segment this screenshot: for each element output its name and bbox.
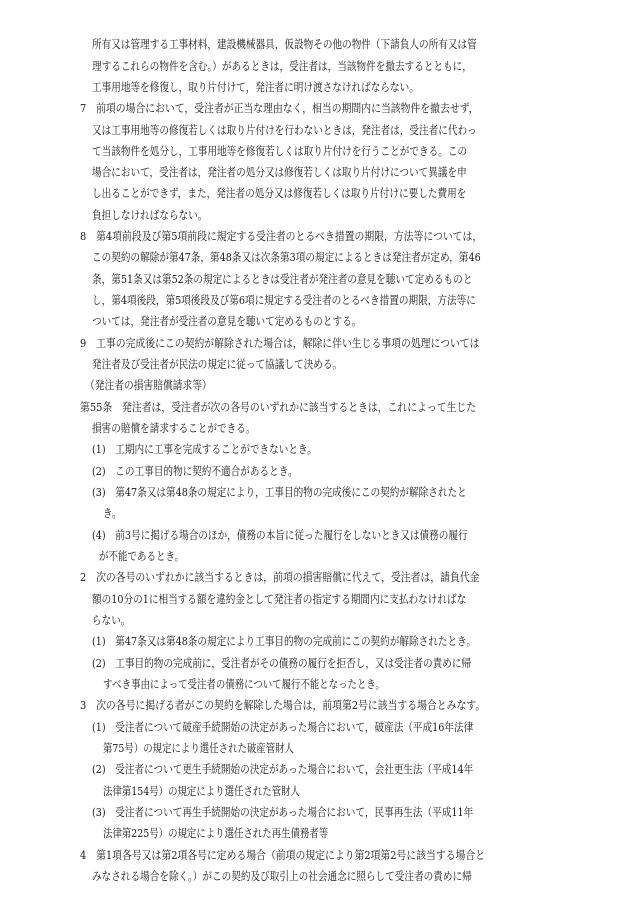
list-item: (2) 受注者について更生手続開始の決定があった場合において，会社更生法（平成14年	[92, 762, 474, 776]
list-item: (4) 前3号に掲げる場合のほか，債務の本旨に従った履行をしないとき又は債務の履行	[92, 528, 468, 542]
text-line: みなされる場合を除く。）がこの契約及び取引上の社会通念に照らして受注者の責めに帰	[92, 869, 472, 883]
list-item: (1) 工期内に工事を完成することができないとき。	[92, 442, 317, 456]
text-line: て当該物件を処分し，工事用地等を修復若しくは取り片付けを行うことができる。この	[92, 144, 468, 158]
paragraph-4-start: 4 第1項各号又は第2項各号に定める場合（前項の規定により第2項第2号に該当する場合と	[80, 848, 486, 862]
text-line: し，第4項後段，第5項後段及び第6項に規定する受注者のとるべき措置の期限，方法等に	[92, 293, 476, 307]
text-line: 工事用地等を修復し，取り片付けて，発注者に明け渡さなければならない。	[92, 80, 419, 94]
text-line: この契約の解除が第47条，第48条又は次条第3項の規定によるときは発注者が定め，第46	[92, 250, 481, 264]
text-line: 場合において，受注者は，発注者の処分又は修復若しくは取り片付けについて異議を申	[92, 165, 467, 179]
paragraph-2-start: 2 次の各号のいずれかに該当するときは，前項の損害賠償に代えて，受注者は，請負代金	[80, 570, 480, 584]
text-line: ついては，発注者が受注者の意見を聴いて定めるものとする。	[92, 314, 362, 328]
text-line: 条，第51条又は第52条の規定によるときは受注者が発注者の意見を聴いて定めるものと	[92, 272, 473, 286]
article-caption: （発注者の損害賠償請求等）	[85, 378, 212, 392]
text-line: 所有又は管理する工事材料，建設機械器具，仮設物その他の物件（下請負人の所有又は管	[92, 37, 477, 51]
list-item: (3) 受注者について再生手続開始の決定があった場合において，民事再生法（平成11年	[92, 805, 474, 819]
text-line: すべき事由によって受注者の債務について履行不能となったとき。	[103, 677, 385, 691]
paragraph-7-start: 7 前項の場合において，受注者が正当な理由なく，相当の期間内に当該物件を撤去せず，	[80, 101, 479, 115]
paragraph-3-start: 3 次の各号に掲げる者がこの契約を解除した場合は，前項第2号に該当する場合とみなす。	[80, 698, 486, 712]
article-55-heading: 第55条 発注者は，受注者が次の各号のいずれかに該当するときは，これによって生じた	[80, 400, 477, 414]
text-line: 理するこれらの物件を含む。）があるときは，受注者は，当該物件を撤去するとともに，	[92, 59, 472, 73]
text-line: 発注者及び受注者が民法の規定に従って協議して決める。	[92, 357, 343, 371]
list-item: (3) 第47条又は第48条の規定により，工事目的物の完成後にこの契約が解除されたと	[92, 485, 467, 499]
list-item: (2) 工事目的物の完成前に，受注者がその債務の履行を拒否し，又は受注者の責めに帰	[92, 656, 472, 670]
text-line: 損害の賠償を請求することができる。	[92, 421, 256, 435]
text-line: 負担しなければならない。	[92, 208, 208, 222]
text-line: 法律第225号）の規定により選任された再生債務者等	[103, 826, 329, 840]
text-line: らない。	[92, 613, 131, 627]
paragraph-9-start: 9 工事の完成後にこの契約が解除された場合は，解除に伴い生じる事項の処理については	[80, 336, 480, 350]
text-line: 額の10分の1に相当する額を違約金として発注者の指定する期間内に支払わなければな	[92, 592, 467, 606]
list-item: (2) この工事目的物に契約不適合があるとき。	[92, 464, 298, 478]
text-line: し出ることができず，また，発注者の処分又は修復若しくは取り片付けに要した費用を	[92, 186, 467, 200]
list-item: (1) 受注者について破産手続開始の決定があった場合において，破産法（平成16年法律	[92, 720, 474, 734]
text-line: き。	[103, 506, 122, 520]
list-item: (1) 第47条又は第48条の規定により工事目的物の完成前にこの契約が解除されたとき。	[92, 634, 476, 648]
paragraph-8-start: 8 第4項前段及び第5項前段に規定する受注者のとるべき措置の期限，方法等については，	[80, 229, 483, 243]
text-line: 第75号）の規定により選任された破産管財人	[103, 741, 294, 755]
text-line: 法律第154号）の規定により選任された管財人	[103, 784, 300, 798]
text-line: 又は工事用地等の修復若しくは取り片付けを行わないときは，発注者は，受注者に代わっ	[92, 123, 477, 137]
text-line: が不能であるとき。	[99, 549, 185, 563]
